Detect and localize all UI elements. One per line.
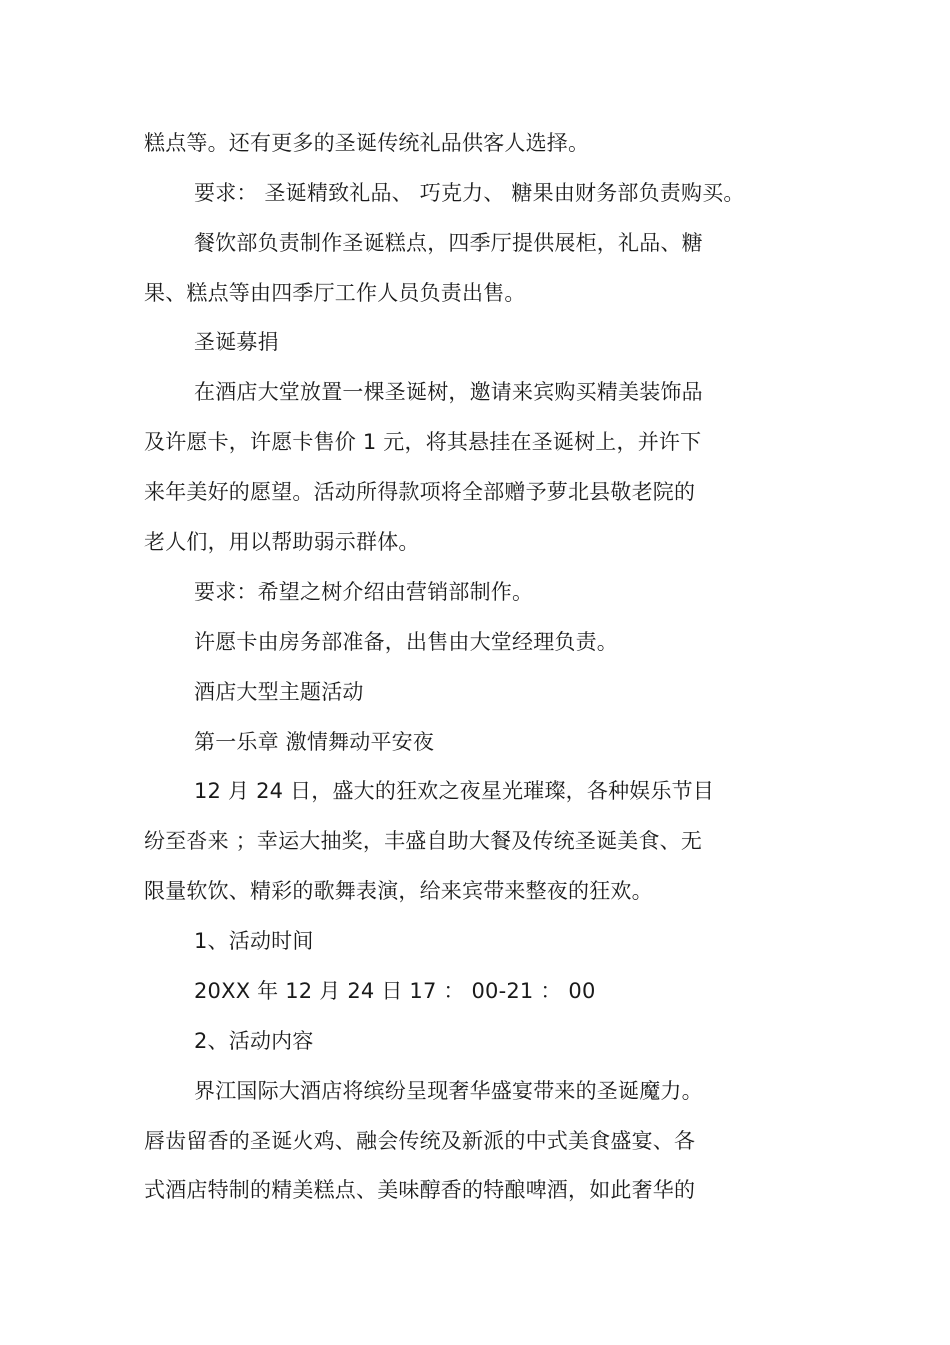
text-line: 在酒店大堂放置一棵圣诞树，邀请来宾购买精美装饰品 <box>194 380 703 404</box>
text-line: 糕点等。还有更多的圣诞传统礼品供客人选择。 <box>144 131 590 155</box>
section-heading: 第一乐章 激情舞动平安夜 <box>194 730 435 754</box>
list-heading: 1、活动时间 <box>194 929 314 953</box>
text-line: 20XX 年 12 月 24 日 17 ： 00-21 ： 00 <box>194 979 596 1003</box>
text-line: 果、糕点等由四季厅工作人员负责出售。 <box>144 281 526 305</box>
text-line: 限量软饮、精彩的歌舞表演，给来宾带来整夜的狂欢。 <box>144 879 653 903</box>
text-line: 界江国际大酒店将缤纷呈现奢华盛宴带来的圣诞魔力。 <box>194 1079 703 1103</box>
text-line: 要求： 圣诞精致礼品、 巧克力、 糖果由财务部负责购买。 <box>194 181 745 205</box>
text-line: 及许愿卡，许愿卡售价 1 元，将其悬挂在圣诞树上，并许下 <box>144 430 702 454</box>
text-line: 老人们，用以帮助弱示群体。 <box>144 530 420 554</box>
section-heading: 酒店大型主题活动 <box>194 680 364 704</box>
text-line: 来年美好的愿望。活动所得款项将全部赠予萝北县敬老院的 <box>144 480 696 504</box>
text-line: 要求：希望之树介绍由营销部制作。 <box>194 580 534 604</box>
text-line: 纷至沓来 ；幸运大抽奖，丰盛自助大餐及传统圣诞美食、无 <box>144 829 703 853</box>
text-line: 唇齿留香的圣诞火鸡、融会传统及新派的中式美食盛宴、各 <box>144 1129 696 1153</box>
text-line: 式酒店特制的精美糕点、美味醇香的特酿啤酒，如此奢华的 <box>144 1178 696 1202</box>
list-heading: 2、活动内容 <box>194 1029 314 1053</box>
text-line: 12 月 24 日，盛大的狂欢之夜星光璀璨，各种娱乐节目 <box>194 779 715 803</box>
text-line: 许愿卡由房务部准备，出售由大堂经理负责。 <box>194 630 618 654</box>
section-heading: 圣诞募捐 <box>194 330 279 354</box>
text-line: 餐饮部负责制作圣诞糕点，四季厅提供展柜，礼品、糖 <box>194 231 703 255</box>
